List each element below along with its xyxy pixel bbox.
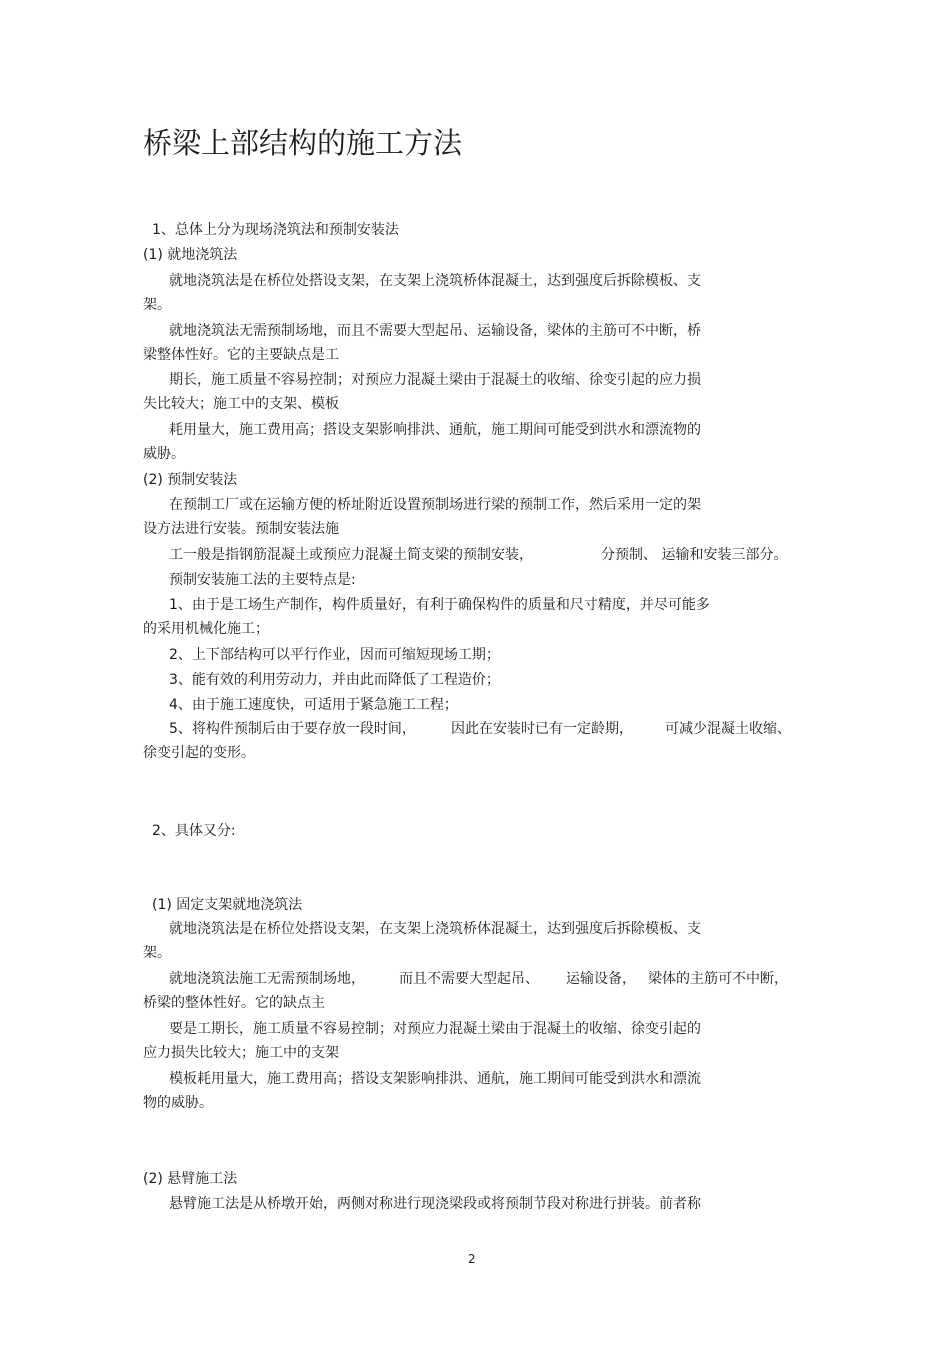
paragraph-line: 威胁。 [143, 446, 185, 462]
section-heading: 2、具体又分: [152, 823, 236, 839]
subsection-heading: (2) 预制安装法 [143, 472, 238, 488]
page-title: 桥梁上部结构的施工方法 [143, 126, 463, 160]
paragraph-line: 要是工期长，施工质量不容易控制；对预应力混凝土梁由于混凝土的收缩、徐变引起的 [169, 1021, 701, 1037]
paragraph-line: 预制安装施工法的主要特点是: [169, 572, 356, 588]
paragraph-line: 梁整体性好。它的主要缺点是工 [143, 347, 339, 363]
page-number: 2 [468, 1252, 476, 1266]
paragraph-line: 而且不需要大型起吊、 [399, 971, 539, 987]
paragraph-line: 悬臂施工法是从桥墩开始，两侧对称进行现浇梁段或将预制节段对称进行拼装。前者称 [169, 1196, 701, 1212]
paragraph-line: 设方法进行安装。预制安装法施 [143, 521, 339, 537]
subsection-heading: (1) 就地浇筑法 [143, 247, 238, 263]
paragraph-line: 架。 [143, 945, 171, 961]
paragraph-line: 就地浇筑法无需预制场地，而且不需要大型起吊、运输设备，梁体的主筋可不中断，桥 [169, 323, 701, 339]
paragraph-line: 就地浇筑法施工无需预制场地， [169, 971, 365, 987]
paragraph-line: 架。 [143, 297, 171, 313]
paragraph-line: 运输设备， [566, 971, 636, 987]
paragraph-line: 梁体的主筋可不中断， [648, 971, 788, 987]
paragraph-line: 在预制工厂或在运输方便的桥址附近设置预制场进行梁的预制工作，然后采用一定的架 [169, 497, 701, 513]
list-item: 可减少混凝土收缩、 [665, 721, 791, 737]
list-item: 2、上下部结构可以平行作业，因而可缩短现场工期； [169, 647, 500, 663]
paragraph-line: 就地浇筑法是在桥位处搭设支架，在支架上浇筑桥体混凝土，达到强度后拆除模板、支 [169, 921, 701, 937]
list-item: 1、由于是工场生产制作，构件质量好，有利于确保构件的质量和尺寸精度，并尽可能多 [169, 597, 710, 613]
list-item: 的采用机械化施工； [143, 621, 269, 637]
list-item: 徐变引起的变形。 [143, 745, 255, 761]
subsection-heading: (2) 悬臂施工法 [143, 1171, 238, 1187]
subsection-heading: (1) 固定支架就地浇筑法 [152, 897, 303, 913]
paragraph-line: 期长，施工质量不容易控制；对预应力混凝土梁由于混凝土的收缩、徐变引起的应力损 [169, 372, 701, 388]
list-item: 3、能有效的利用劳动力，并由此而降低了工程造价； [169, 672, 500, 688]
paragraph-line: 桥梁的整体性好。它的缺点主 [143, 995, 325, 1011]
paragraph-line: 模板耗用量大，施工费用高；搭设支架影响排洪、通航，施工期间可能受到洪水和漂流 [169, 1071, 701, 1087]
paragraph-line: 物的威胁。 [143, 1095, 213, 1111]
paragraph-line: 失比较大；施工中的支架、模板 [143, 396, 339, 412]
paragraph-line: 就地浇筑法是在桥位处搭设支架，在支架上浇筑桥体混凝土，达到强度后拆除模板、支 [169, 273, 701, 289]
list-item: 4、由于施工速度快，可适用于紧急施工工程； [169, 697, 458, 713]
list-item: 5、将构件预制后由于要存放一段时间， [169, 721, 416, 737]
paragraph-line: 分预制、 运输和安装三部分。 [601, 547, 788, 563]
section-heading: 1、总体上分为现场浇筑法和预制安装法 [152, 222, 399, 238]
paragraph-line: 耗用量大，施工费用高；搭设支架影响排洪、通航，施工期间可能受到洪水和漂流物的 [169, 422, 701, 438]
paragraph-line: 应力损失比较大；施工中的支架 [143, 1045, 339, 1061]
paragraph-line: 工一般是指钢筋混凝土或预应力混凝土简支梁的预制安装， [169, 547, 533, 563]
list-item: 因此在安装时已有一定龄期， [451, 721, 633, 737]
